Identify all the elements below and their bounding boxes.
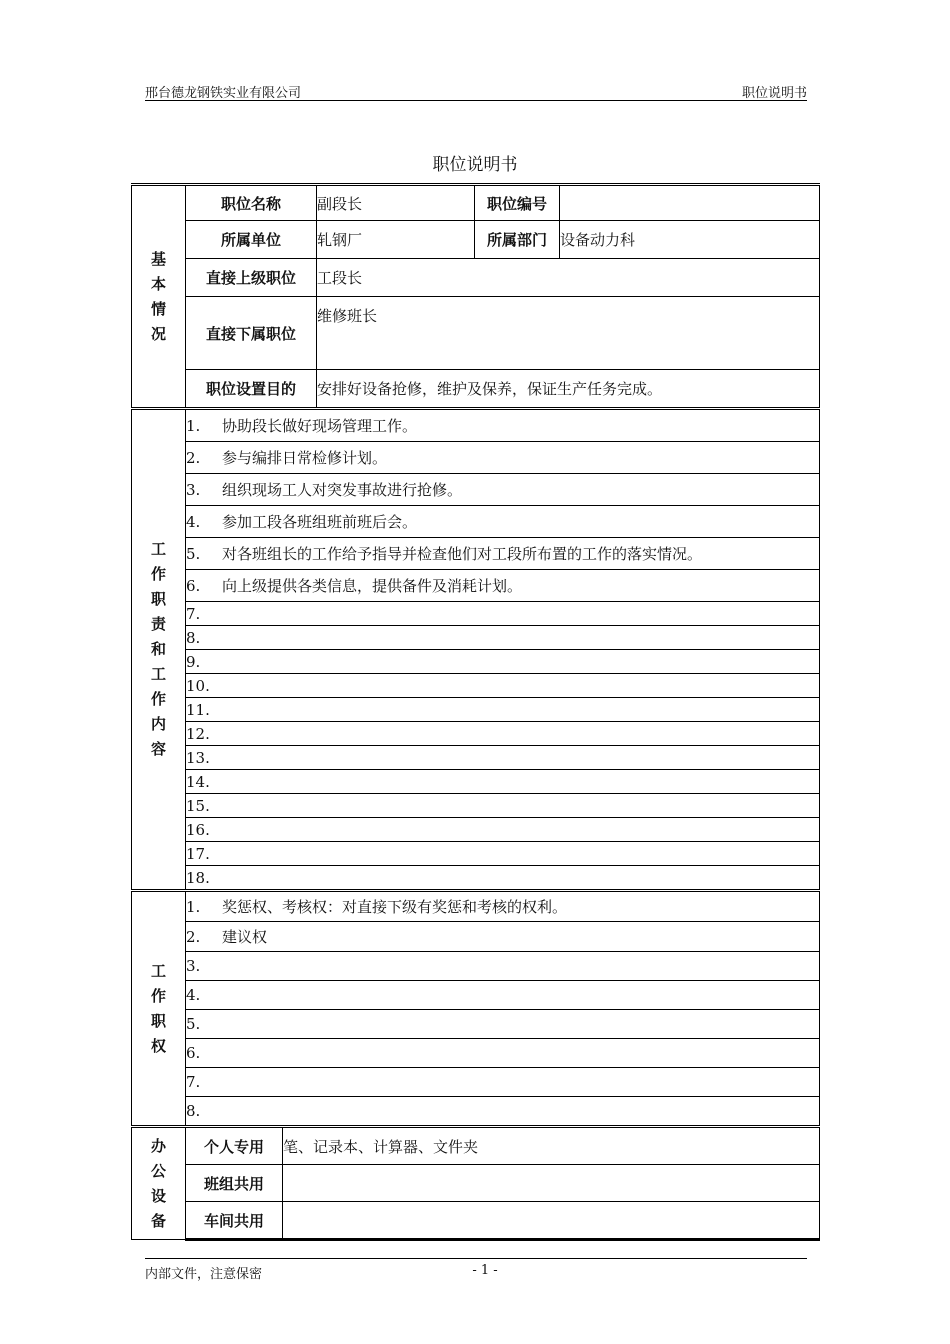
- superior-value: 工段长: [317, 259, 820, 297]
- section-category: 工 作 职 责 和 工 作 内 容: [132, 409, 186, 891]
- unit-label: 所属单位: [186, 221, 317, 259]
- purpose-label: 职位设置目的: [186, 370, 317, 409]
- unit-value: 轧钢厂: [317, 221, 475, 259]
- job-description-table: [131, 183, 820, 1241]
- authority-item: 2. 建议权: [186, 922, 820, 952]
- duty-item: 16.: [186, 818, 820, 842]
- authority-item: 1. 奖惩权、考核权：对直接下级有奖惩和考核的权利。: [186, 891, 820, 922]
- footer-note: 内部文件，注意保密: [145, 1267, 263, 1282]
- duty-item: 5. 对各班组长的工作给予指导并检查他们对工段所布置的工作的落实情况。: [186, 538, 820, 570]
- authority-item: 4.: [186, 981, 820, 1010]
- subordinate-label: 直接下属职位: [186, 297, 317, 370]
- position-code-label: 职位编号: [475, 185, 560, 221]
- dept-value: 设备动力科: [560, 221, 820, 259]
- duty-item: 11.: [186, 698, 820, 722]
- page-header: [145, 82, 807, 101]
- duty-item: 13.: [186, 746, 820, 770]
- company-name: 邢台德龙钢铁实业有限公司: [145, 86, 302, 101]
- duty-item: 4. 参加工段各班组班前班后会。: [186, 506, 820, 538]
- dept-label: 所属部门: [475, 221, 560, 259]
- duty-item: 1. 协助段长做好现场管理工作。: [186, 409, 820, 442]
- duty-item: 3. 组织现场工人对突发事故进行抢修。: [186, 474, 820, 506]
- authority-item: 5.: [186, 1010, 820, 1039]
- equipment-value: 笔、记录本、计算器、文件夹: [283, 1127, 820, 1165]
- header-doc-type: 职位说明书: [741, 86, 807, 101]
- duty-item: 17.: [186, 842, 820, 866]
- duty-item: 9.: [186, 650, 820, 674]
- duty-item: 12.: [186, 722, 820, 746]
- authority-item: 7.: [186, 1068, 820, 1097]
- position-name-label: 职位名称: [186, 185, 317, 221]
- equipment-value: [283, 1202, 820, 1240]
- equipment-value: [283, 1165, 820, 1202]
- duty-item: 8.: [186, 626, 820, 650]
- duty-item: 10.: [186, 674, 820, 698]
- duty-item: 7.: [186, 602, 820, 626]
- duty-item: 14.: [186, 770, 820, 794]
- duty-item: 18.: [186, 866, 820, 891]
- equipment-label: 个人专用: [186, 1127, 283, 1165]
- section-category: 基 本 情 况: [132, 185, 186, 409]
- equipment-label: 班组共用: [186, 1165, 283, 1202]
- section-category: 工 作 职 权: [132, 891, 186, 1127]
- page-title: 职位说明书: [432, 155, 518, 175]
- authority-item: 3.: [186, 952, 820, 981]
- equipment-label: 车间共用: [186, 1202, 283, 1240]
- duty-item: 6. 向上级提供各类信息，提供备件及消耗计划。: [186, 570, 820, 602]
- duty-item: 15.: [186, 794, 820, 818]
- superior-label: 直接上级职位: [186, 259, 317, 297]
- purpose-value: 安排好设备抢修，维护及保养，保证生产任务完成。: [317, 370, 820, 409]
- section-category: 办 公 设 备: [132, 1127, 186, 1240]
- duty-item: 2. 参与编排日常检修计划。: [186, 442, 820, 474]
- subordinate-value: 维修班长: [317, 297, 820, 370]
- page-footer: [145, 1258, 807, 1282]
- authority-item: 8.: [186, 1097, 820, 1127]
- position-name-value: 副段长: [317, 185, 475, 221]
- page-number: - 1 -: [472, 1263, 498, 1278]
- authority-item: 6.: [186, 1039, 820, 1068]
- position-code-value: [560, 185, 820, 221]
